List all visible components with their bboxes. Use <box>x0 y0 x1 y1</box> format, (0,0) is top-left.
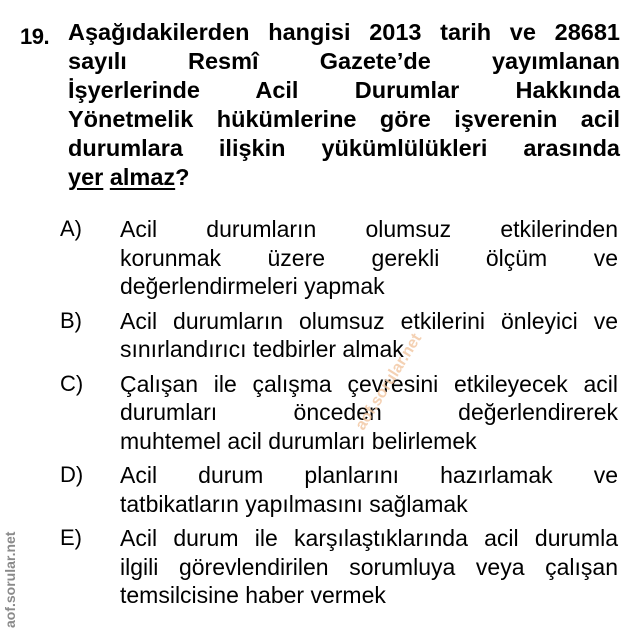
option-line: Acil durum planlarını hazırlamak ve <box>120 462 618 488</box>
question-line: İşyerlerinde Acil Durumlar Hakkında <box>68 77 620 103</box>
option-c[interactable] <box>60 370 620 456</box>
option-line: değerlendirmeleri yapmak <box>120 273 385 299</box>
option-line: Acil durum ile karşılaştıklarında acil durumla <box>120 525 618 551</box>
option-label: B) <box>60 307 82 333</box>
option-text <box>120 307 618 364</box>
option-line: sınırlandırıcı tedbirler almak <box>120 336 404 362</box>
option-line: Çalışan ile çalışma çevresini etkileyecek acil <box>120 370 618 397</box>
option-text <box>120 524 618 610</box>
option-line: tatbikatların yapılmasını sağlamak <box>120 490 468 517</box>
option-line: ilgili görevlendirilen sorumluya veya çalışan <box>120 553 618 580</box>
option-label: D) <box>60 462 84 487</box>
emphasis-underline: almaz <box>109 164 176 190</box>
option-text <box>120 461 618 518</box>
option-line: durumları önceden değerlendirerek <box>120 399 618 425</box>
option-b[interactable] <box>60 307 620 364</box>
question-number: 19. <box>20 24 50 49</box>
watermark-center: aof.sorular.net <box>352 330 426 434</box>
answer-options <box>60 215 620 616</box>
option-label: A) <box>60 216 82 241</box>
option-label: E) <box>60 525 82 550</box>
question-line-last <box>68 163 620 192</box>
option-line: muhtemel acil durumları belirlemek <box>120 427 477 454</box>
question-line: sayılı Resmî Gazete’de yayımlanan <box>68 48 620 74</box>
option-line: korunmak üzere gerekli ölçüm ve <box>120 244 618 271</box>
question-line: Yönetmelik hükümlerine göre işverenin acil <box>68 106 620 132</box>
watermark-side: aof.sorular.net <box>2 531 18 628</box>
option-line: temsilcisine haber vermek <box>120 582 386 608</box>
option-line: Acil durumların olumsuz etkilerini önleyici ve <box>120 307 618 334</box>
emphasis-underline: yer <box>68 164 104 190</box>
question-text <box>68 18 620 192</box>
question-line: durumlara ilişkin yükümlülükleri arasında <box>68 135 620 161</box>
option-d[interactable] <box>60 461 620 518</box>
question-line: Aşağıdakilerden hangisi 2013 tarih ve 28681 <box>68 19 620 45</box>
option-label: C) <box>60 370 84 396</box>
question-mark: ? <box>175 164 190 190</box>
option-line: Acil durumların olumsuz etkilerinden <box>120 216 618 242</box>
option-e[interactable] <box>60 524 620 610</box>
option-text <box>120 215 618 301</box>
option-a[interactable] <box>60 215 620 301</box>
